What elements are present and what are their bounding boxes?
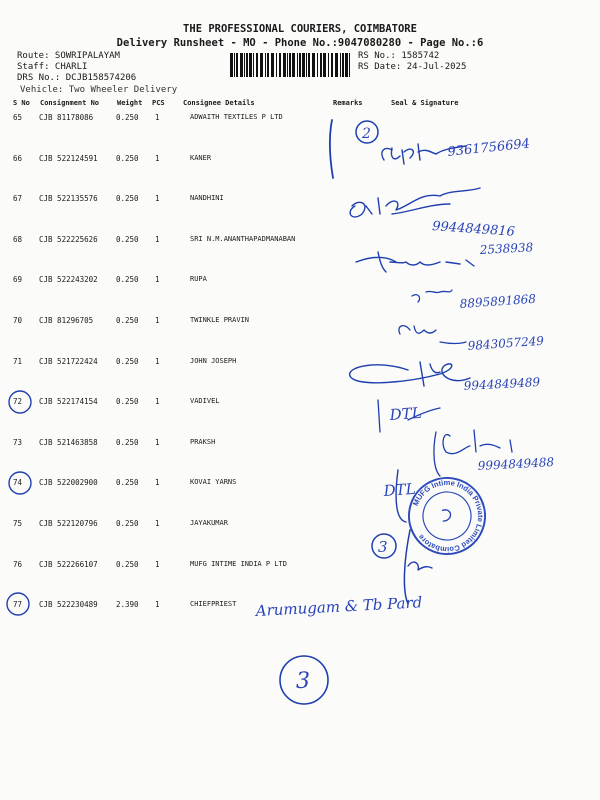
sno-cell: 68 [13, 234, 23, 244]
consignee-cell: SRI N.M.ANANTHAPADMANABAN [190, 234, 296, 243]
sno-cell: 73 [13, 437, 23, 447]
weight-cell: 0.250 [116, 275, 139, 285]
runsheet-subtitle: Delivery Runsheet - MO - Phone No.:9047080280 - Page No.:6 [116, 37, 484, 49]
consignee-cell: JAYAKUMAR [190, 519, 228, 527]
consignment-cell: CJB 521463858 [39, 437, 98, 447]
staff-label: Staff: CHARLI [17, 62, 88, 72]
signature-stroke [412, 290, 452, 302]
pcs-cell: 1 [155, 437, 160, 447]
sno-cell: 70 [13, 316, 23, 325]
consignment-cell: CJB 522243202 [39, 275, 98, 285]
sno-cell: 66 [13, 153, 23, 163]
bracket-stroke [404, 530, 410, 604]
consignee-cell: KOVAI YARNS [190, 478, 237, 487]
consignment-cell: CJB 522225626 [39, 234, 98, 244]
pcs-cell: 1 [155, 153, 160, 163]
handwritten-remark: Arumugam & Tb Pard [255, 593, 423, 620]
weight-cell: 0.250 [116, 397, 139, 407]
company-title: THE PROFESSIONAL COURIERS, COIMBATORE [183, 23, 417, 35]
col-header-consignee: Consignee Details [183, 99, 255, 107]
weight-cell: 0.250 [116, 194, 139, 204]
consignee-cell: TWINKLE PRAVIN [190, 316, 250, 324]
signature-stroke [350, 188, 480, 217]
consignment-cell: CJB 81178086 [39, 113, 94, 122]
col-header-remarks: Remarks [333, 99, 363, 107]
consignment-cell: CJB 522002900 [39, 478, 98, 488]
drs-number: DRS No.: DCJB158574206 [17, 73, 137, 83]
pcs-cell: 1 [155, 559, 160, 569]
handwritten-phone: 2538938 [479, 240, 534, 257]
consignee-cell: KANER [190, 153, 212, 162]
weight-cell: 0.250 [116, 153, 139, 163]
consignee-cell: NANDHINI [190, 194, 224, 203]
col-header-signature: Seal & Signature [391, 99, 459, 107]
weight-cell: 0.250 [116, 437, 139, 447]
consignee-cell: MUFG INTIME INDIA P LTD [190, 559, 287, 568]
col-header-sno: S No [13, 99, 30, 107]
circle-mark [7, 593, 29, 615]
rs-date: RS Date: 24-Jul-2025 [358, 62, 467, 72]
circle-number: 3 [296, 669, 310, 694]
circle-number: 3 [378, 538, 388, 556]
vehicle-label: Vehicle: Two Wheeler Delivery [20, 85, 178, 95]
consignee-cell: PRAKSH [190, 437, 216, 446]
consignment-cell: CJB 522135576 [39, 194, 98, 204]
signature-stroke [399, 326, 466, 344]
sno-cell: 76 [13, 559, 23, 569]
consignment-cell: CJB 521722424 [39, 356, 98, 366]
consignee-cell: VADIVEL [190, 397, 220, 406]
pcs-cell: 1 [155, 478, 160, 488]
consignee-cell: JOHN JOSEPH [190, 356, 237, 365]
pcs-cell: 1 [155, 234, 160, 244]
consignment-cell: CJB 81296705 [39, 316, 94, 325]
signature-stroke [350, 362, 470, 386]
bracket-stroke [434, 432, 440, 476]
pcs-cell: 1 [155, 113, 160, 122]
consignment-cell: CJB 522230489 [39, 600, 98, 610]
pcs-cell: 1 [155, 397, 160, 407]
consignee-cell: RUPA [190, 275, 207, 284]
handwritten-phone: 9361756694 [446, 136, 531, 160]
stamp-text: MUFG Intime India Private Limited Coimbatore [410, 477, 486, 555]
weight-cell: 0.250 [116, 559, 139, 569]
handwritten-remark: DTL [389, 403, 423, 424]
sno-cell: 77 [13, 600, 23, 610]
handwritten-phone: 9994849488 [477, 455, 555, 473]
weight-cell: 0.250 [116, 478, 139, 488]
signature-stroke [356, 252, 474, 272]
weight-cell: 0.250 [116, 519, 139, 528]
sno-cell: 71 [13, 356, 23, 366]
weight-cell: 2.390 [116, 600, 139, 610]
handwritten-phone: 9944849489 [463, 375, 541, 393]
consignee-cell: ADWAITH TEXTILES P LTD [190, 113, 283, 121]
consignment-cell: CJB 522266107 [39, 559, 98, 569]
pcs-cell: 1 [155, 356, 160, 366]
consignment-cell: CJB 522174154 [39, 397, 98, 407]
weight-cell: 0.250 [116, 316, 139, 325]
signature-stroke [408, 562, 432, 570]
weight-cell: 0.250 [116, 356, 139, 366]
circle-mark [9, 472, 31, 494]
handwritten-phone: 8895891868 [459, 291, 537, 311]
sno-cell: 69 [13, 275, 23, 285]
circle-mark [9, 391, 31, 413]
consignment-cell: CJB 522120796 [39, 519, 98, 528]
handwritten-phone: 9843057249 [467, 333, 545, 353]
handwritten-remark: DTL [383, 479, 417, 500]
sno-cell: 67 [13, 194, 23, 204]
pcs-cell: 1 [155, 519, 160, 528]
signature-stroke [443, 430, 512, 454]
sno-cell: 75 [13, 519, 23, 528]
sno-cell: 74 [13, 478, 23, 488]
col-header-pcs: PCS [152, 99, 165, 107]
pcs-cell: 1 [155, 275, 160, 285]
pcs-cell: 1 [155, 194, 160, 204]
sno-cell: 65 [13, 113, 23, 122]
bracket-stroke [330, 120, 333, 178]
col-header-consignment: Consignment No [40, 99, 100, 107]
col-header-weight: Weight [117, 99, 143, 107]
consignment-cell: CJB 522124591 [39, 153, 98, 163]
weight-cell: 0.250 [116, 113, 139, 122]
pcs-cell: 1 [155, 316, 160, 325]
circle-number: 2 [362, 126, 371, 142]
route-label: Route: SOWRIPALAYAM [17, 51, 120, 61]
consignee-cell: CHIEFPRIEST [190, 600, 237, 609]
rs-number: RS No.: 1585742 [358, 51, 440, 61]
sno-cell: 72 [13, 397, 23, 407]
pcs-cell: 1 [155, 600, 160, 610]
handwritten-phone: 9944849816 [431, 219, 516, 240]
weight-cell: 0.250 [116, 234, 139, 244]
